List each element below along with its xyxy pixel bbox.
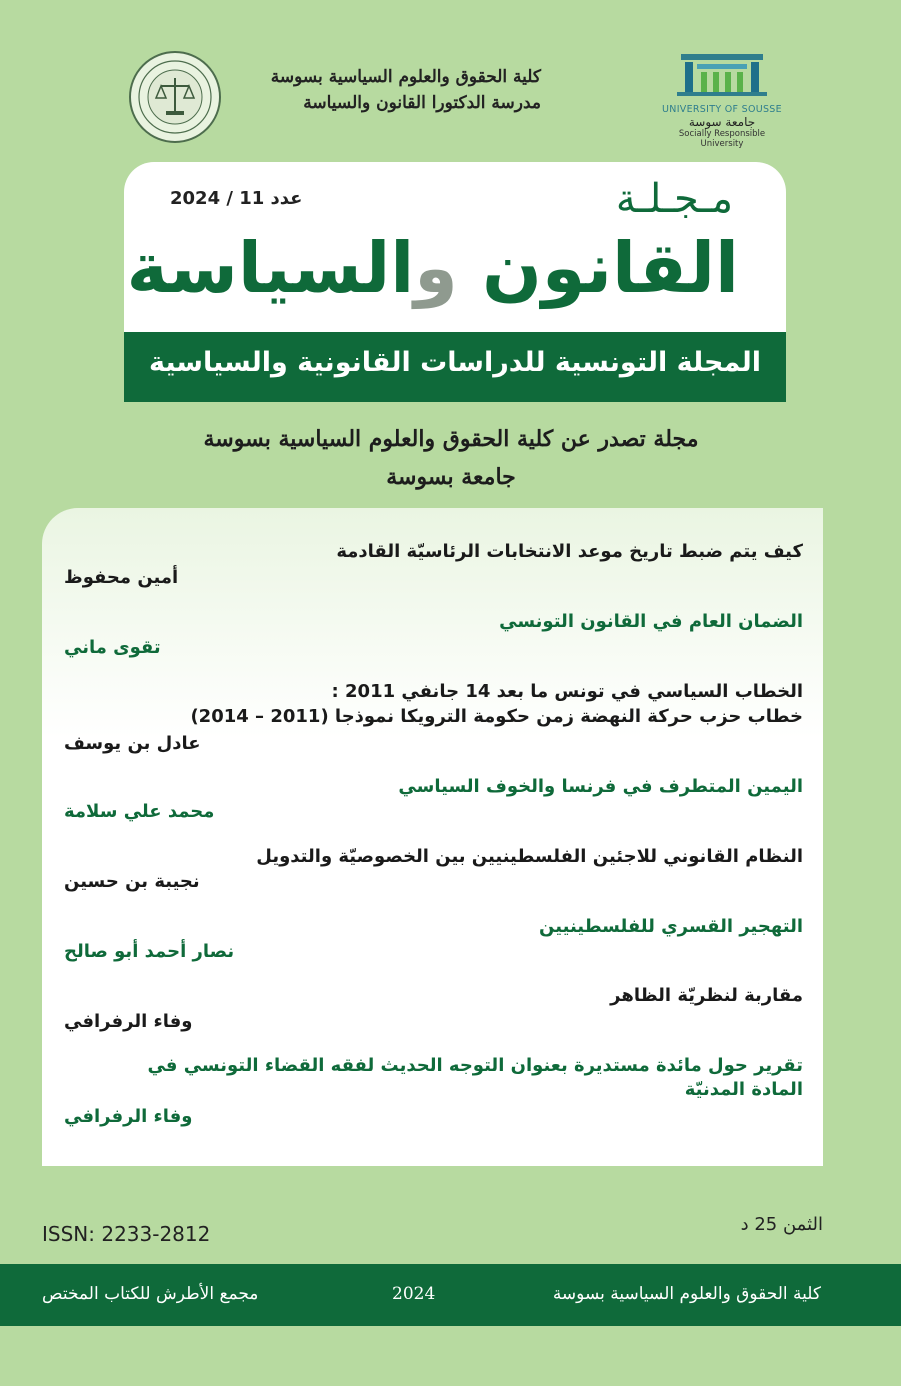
article-author: وفاء الرفرافي bbox=[64, 1106, 193, 1127]
title-law: القانون bbox=[457, 227, 739, 309]
title-politics: السياسة bbox=[126, 227, 415, 309]
article-title: الضمان العام في القانون التونسي bbox=[499, 611, 803, 632]
article-title-line2: خطاب حزب حركة النهضة زمن حكومة الترويكا نموذجا (2011 – 2014) bbox=[190, 706, 803, 727]
university-tagline: Socially Responsible University bbox=[678, 129, 766, 149]
university-building-icon bbox=[667, 52, 777, 98]
faculty-header bbox=[221, 64, 541, 116]
article-author: نجيبة بن حسين bbox=[64, 871, 200, 892]
article-author: تقوى ماني bbox=[64, 637, 161, 658]
publisher-line: مجلة تصدر عن كلية الحقوق والعلوم السياسية بسوسة bbox=[203, 426, 699, 452]
footer-bar bbox=[0, 1264, 901, 1326]
journal-word: مـجـلـة bbox=[615, 176, 733, 222]
article-title: مقاربة لنظريّة الظاهر bbox=[610, 985, 803, 1006]
university-logo bbox=[657, 52, 787, 149]
article-author: عادل بن يوسف bbox=[64, 733, 201, 754]
article-author: أمين محفوظ bbox=[64, 567, 179, 588]
article-title: الخطاب السياسي في تونس ما بعد 14 جانفي 2011 : bbox=[331, 681, 803, 702]
footer-faculty: كلية الحقوق والعلوم السياسية بسوسة bbox=[552, 1284, 821, 1304]
faculty-name: كلية الحقوق والعلوم السياسية بسوسة bbox=[270, 67, 541, 87]
article-author: نصار أحمد أبو صالح bbox=[64, 941, 235, 962]
university-name-ar: جامعة سوسة bbox=[688, 115, 756, 129]
journal-title bbox=[127, 224, 739, 312]
publisher-statement bbox=[80, 420, 822, 496]
article-title: التهجير القسري للفلسطينيين bbox=[539, 916, 803, 937]
article-title: كيف يتم ضبط تاريخ موعد الانتخابات الرئاسيّة القادمة bbox=[336, 541, 803, 562]
doctoral-school: مدرسة الدكتورا القانون والسياسة bbox=[303, 93, 541, 113]
price-label: الثمن 25 د bbox=[740, 1214, 823, 1235]
article-title: النظام القانوني للاجئين الفلسطينيين بين الخصوصيّة والتدويل bbox=[256, 846, 803, 867]
article-title: اليمين المتطرف في فرنسا والخوف السياسي bbox=[398, 776, 803, 797]
footer-year: 2024 bbox=[392, 1284, 436, 1304]
issue-number: عدد 11 / 2024 bbox=[170, 188, 303, 209]
faculty-seal-logo bbox=[128, 50, 222, 144]
university-name-en: UNIVERSITY OF SOUSSE bbox=[662, 104, 782, 115]
footer-publisher: مجمع الأطرش للكتاب المختص bbox=[42, 1284, 259, 1304]
issn-number: ISSN: 2233-2812 bbox=[42, 1222, 211, 1246]
article-author: وفاء الرفرافي bbox=[64, 1011, 193, 1032]
article-title: تقرير حول مائدة مستديرة بعنوان التوجه الحديث لفقه القضاء التونسي في bbox=[147, 1055, 803, 1076]
article-author: محمد علي سلامة bbox=[64, 801, 215, 822]
publisher-university: جامعة بسوسة bbox=[386, 464, 516, 490]
subtitle-bar bbox=[124, 332, 786, 402]
article-title-line2: المادة المدنيّة bbox=[684, 1079, 803, 1100]
title-and: و bbox=[414, 227, 458, 309]
journal-subtitle: المجلة التونسية للدراسات القانونية والسياسية bbox=[149, 347, 761, 378]
